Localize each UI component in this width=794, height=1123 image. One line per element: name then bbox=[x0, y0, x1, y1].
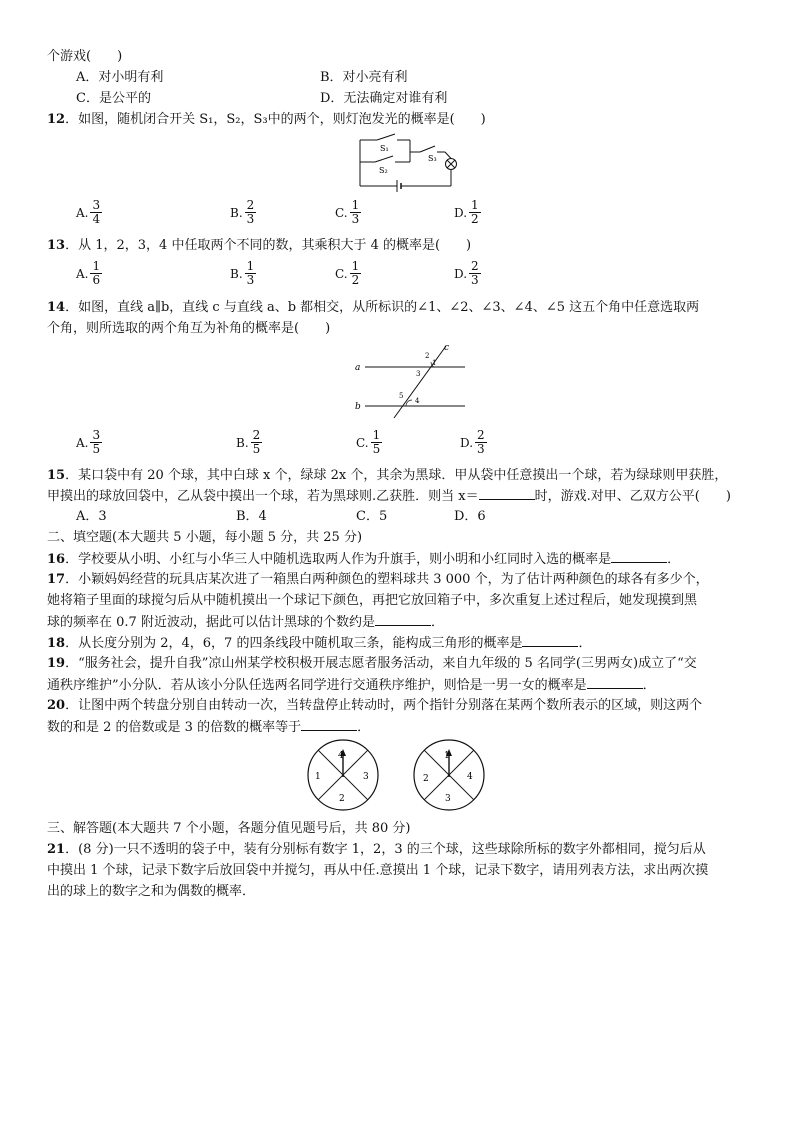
q15-option-c: C．5 bbox=[356, 509, 388, 524]
q12-text: ．如图，随机闭合开关 S₁，S₂，S₃中的两个，则灯泡发光的概率是( ) bbox=[65, 112, 486, 127]
q14-text-1: ．如图，直线 a∥b，直线 c 与直线 a、b 都相交，从所标识的∠1、∠2、∠3、∠4、∠5 这五个角中任意选取两 bbox=[65, 300, 700, 315]
q21-stem-line3: 出的球上的数字之和为偶数的概率． bbox=[47, 884, 256, 899]
q15-option-a: A．3 bbox=[76, 509, 107, 524]
q14-option-c: C. $\frac{1}{5}$ bbox=[356, 428, 381, 456]
question-number: 17 bbox=[47, 572, 66, 587]
q12-stem bbox=[47, 111, 486, 129]
angle-label-2: 2 bbox=[425, 352, 430, 360]
answer-blank[interactable] bbox=[479, 487, 535, 500]
spinner-1-label-3: 3 bbox=[363, 772, 369, 782]
question-number: 14 bbox=[47, 300, 66, 315]
spinner-2-label-4: 4 bbox=[467, 772, 473, 782]
circuit-diagram bbox=[355, 132, 465, 192]
spinner-1-label-2: 2 bbox=[339, 794, 345, 804]
q13-option-d: D. $\frac{2}{3}$ bbox=[454, 259, 479, 287]
q20-stem-line1: 20．让图中两个转盘分别自由转动一次，当转盘停止转动时，两个指针分别落在某两个数所表示的区域，则这两个 bbox=[47, 698, 703, 713]
q17-stem-line3: 球的频率在 0.7 附近波动，据此可以估计黑球的个数约是 ． bbox=[47, 615, 444, 630]
spinner-2-label-3: 3 bbox=[445, 794, 451, 804]
q14-option-b: B. $\frac{2}{5}$ bbox=[236, 428, 261, 456]
parallel-lines-figure bbox=[350, 340, 470, 420]
switch-label-s1: S₁ bbox=[380, 144, 389, 153]
switch-label-s2: S₂ bbox=[379, 166, 388, 175]
line-label-c: c bbox=[444, 343, 450, 353]
spinner-2 bbox=[411, 737, 487, 813]
spinner-1 bbox=[305, 737, 381, 813]
q13-stem bbox=[47, 237, 471, 255]
question-number: 12 bbox=[47, 112, 66, 127]
question-number: 18 bbox=[47, 636, 66, 651]
q18-stem: 18．从长度分别为 2，4，6，7 的四条线段中随机取三条，能构成三角形的概率是 ． bbox=[47, 636, 592, 651]
q13-option-b: B. $\frac{1}{3}$ bbox=[230, 259, 255, 287]
answer-blank[interactable] bbox=[375, 613, 431, 626]
angle-label-1: 1 bbox=[432, 359, 437, 367]
q11-option-d: D．无法确定对谁有利 bbox=[320, 91, 448, 106]
q12-option-c: C. $\frac{1}{3}$ bbox=[335, 198, 360, 226]
q11-stem-tail: 个游戏( ) bbox=[47, 49, 123, 64]
spinner-1-label-4: 4 bbox=[338, 751, 344, 761]
q14-option-a: A. $\frac{3}{5}$ bbox=[76, 428, 101, 456]
q21-stem-line1: 21．(8 分)一只不透明的袋子中，装有分别标有数字 1，2，3 的三个球，这些球除所标的数字外都相同，搅匀后从 bbox=[47, 842, 706, 857]
question-number: 20 bbox=[47, 698, 66, 713]
q14-option-d: D. $\frac{2}{3}$ bbox=[460, 428, 485, 456]
q12-option-b: B. $\frac{2}{3}$ bbox=[230, 198, 255, 226]
q12-option-a: A. $\frac{3}{4}$ bbox=[76, 198, 101, 226]
question-number: 21 bbox=[47, 842, 66, 857]
section-heading-fill-in: 二、填空题(本大题共 5 小题，每小题 5 分，共 25 分) bbox=[47, 530, 363, 545]
q11-option-b: B．对小亮有利 bbox=[320, 70, 408, 85]
answer-blank[interactable] bbox=[301, 718, 357, 731]
answer-blank[interactable] bbox=[611, 550, 667, 563]
angle-label-5: 5 bbox=[399, 392, 404, 400]
angle-label-4: 4 bbox=[415, 397, 420, 405]
q13-text: ．从 1，2，3，4 中任取两个不同的数，其乘积大于 4 的概率是( ) bbox=[65, 238, 472, 253]
q15-stem-line2: 甲摸出的球放回袋中，乙从袋中摸出一个球，若为黑球则.乙获胜．则当 x＝ 时，游戏.对甲、乙双方公平( ) bbox=[47, 489, 731, 504]
q19-stem-line2: 通秩序维护”小分队．若从该小分队任选两名同学进行交通秩序维护，则恰是一男一女的概率是 ． bbox=[47, 678, 656, 693]
q11-option-c: C．是公平的 bbox=[76, 91, 151, 106]
q15-option-d: D．6 bbox=[454, 509, 486, 524]
question-number: 16 bbox=[47, 552, 66, 567]
q14-stem-line1 bbox=[47, 299, 699, 317]
q13-option-c: C. $\frac{1}{2}$ bbox=[335, 259, 360, 287]
spinner-2-label-2: 2 bbox=[423, 774, 429, 784]
q19-stem-line1: 19．“服务社会，提升自我”凉山州某学校积极开展志愿者服务活动，来自九年级的 5 名同学(三男两女)成立了“交 bbox=[47, 656, 697, 671]
section-heading-solve: 三、解答题(本大题共 7 个小题，各题分值见题号后，共 80 分) bbox=[47, 821, 411, 836]
spinner-2-label-1: 1 bbox=[444, 751, 450, 761]
question-number: 15 bbox=[47, 468, 66, 483]
answer-blank[interactable] bbox=[522, 634, 578, 647]
q15-option-b: B．4 bbox=[236, 509, 267, 524]
spinner-1-label-1: 1 bbox=[315, 772, 321, 782]
q15-text-1: ．某口袋中有 20 个球，其中白球 x 个，绿球 2x 个，其余为黑球．甲从袋中任意摸出一个球，若为绿球则甲获胜， bbox=[65, 468, 728, 483]
q20-stem-line2: 数的和是 2 的倍数或是 3 的倍数的概率等于 ． bbox=[47, 720, 371, 735]
answer-blank[interactable] bbox=[587, 676, 643, 689]
q17-stem-line1: 17．小颖妈妈经营的玩具店某次进了一箱黑白两种颜色的塑料球共 3 000 个，为了估计两种颜色的球各有多少个， bbox=[47, 572, 709, 587]
q16-stem: 16．学校要从小明、小红与小华三人中随机选取两人作为升旗手，则小明和小红同时入选的概率是 ． bbox=[47, 552, 681, 567]
q12-option-d: D. $\frac{1}{2}$ bbox=[454, 198, 479, 226]
q15-stem-line1 bbox=[47, 467, 727, 485]
q14-stem-line2: 个角，则所选取的两个角互为补角的概率是( ) bbox=[47, 321, 331, 336]
q13-option-a: A. $\frac{1}{6}$ bbox=[76, 259, 101, 287]
line-label-b: b bbox=[355, 402, 361, 412]
question-number: 13 bbox=[47, 238, 66, 253]
q17-stem-line2: 她将箱子里面的球搅匀后从中随机摸出一个球记下颜色，再把它放回箱子中，多次重复上述过程后，她发现摸到黑 bbox=[47, 593, 698, 608]
question-number: 19 bbox=[47, 656, 66, 671]
switch-label-s3: S₃ bbox=[428, 154, 437, 163]
angle-label-3: 3 bbox=[416, 370, 421, 378]
q21-stem-line2: 中摸出 1 个球，记录下数字后放回袋中并搅匀，再从中任.意摸出 1 个球，记录下数字，请用列表方法，求出两次摸 bbox=[47, 863, 709, 878]
line-label-a: a bbox=[355, 363, 361, 373]
q11-option-a: A．对小明有利 bbox=[76, 70, 164, 85]
